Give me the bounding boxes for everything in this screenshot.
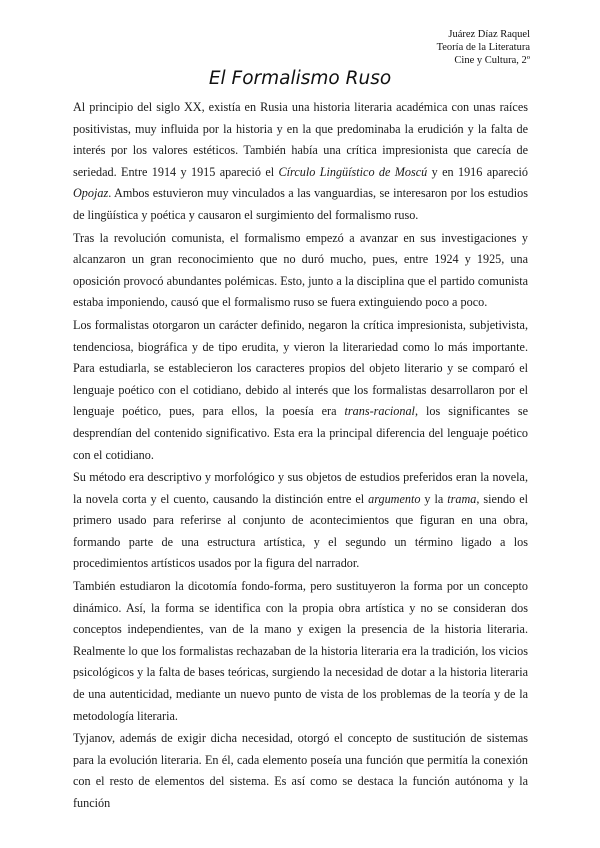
paragraph	[73, 97, 528, 227]
italic-term: trama	[447, 491, 477, 506]
document-title: El Formalismo Ruso	[208, 68, 392, 89]
text-run: y la	[420, 491, 448, 506]
program-name: Cine y Cultura, 2º	[454, 55, 530, 66]
paragraph	[73, 228, 528, 314]
text-run: Tyjanov, además de exigir dicha necesidad, otorgó el concepto de sustitución de sistemas para la evolución literaria. En él, cada elemento poseía una función que permitía la conexión con el resto de elementos del sistema. Es así como se destaca la función autónoma y la función	[73, 731, 528, 810]
text-run: Los formalistas otorgaron un carácter definido, negaron la crítica impresionista, subjetivista, tendenciosa, biográfica y de tipo erudita, y vieron la literariedad como lo más importante. Para estudiarla, se establecieron los caracteres propios del objeto literario y se comparó el lenguaje poético con el cotidiano, debido al interés que los formalistas desarrollaron por el lenguaje poético, pues, para ellos, la poesía era	[73, 317, 528, 419]
text-run: , los significantes se desprendían del contenido significativo. Esta era la principal diferencia del lenguaje poético con el cotidiano.	[73, 404, 528, 462]
italic-term: argumento	[368, 491, 421, 506]
author-name: Juárez Díaz Raquel	[448, 29, 530, 40]
text-run: , siendo el primero usado para referirse al conjunto de acontecimientos que figuran en una obra, formando parte de una estructura artística, y el segundo un término ligado a los procedimientos artísticos usados por la figura del narrador.	[73, 491, 528, 571]
italic-term: trans-racional	[344, 404, 415, 419]
paragraph	[73, 467, 528, 575]
text-run: También estudiaron la dicotomía fondo-forma, pero sustituyeron la forma por un concepto dinámico. Así, la forma se identifica con la propia obra artística y no se consideran dos conceptos independientes, van de la mano y exigen la presencia de la historia literaria. Realmente lo que los formalistas rechazaban de la historia literaria era la tradición, los vicios psicológicos y la falta de bases teóricas, surgiendo la necesidad de dotar a la historia literaria de una autenticidad, mediante un nuevo punto de vista de los problemas de la teoría y de la metodología literaria.	[73, 579, 528, 723]
text-run: Tras la revolución comunista, el formalismo empezó a avanzar en sus investigaciones y alcanzaron un gran reconocimiento que no duró mucho, pues, entre 1924 y 1925, una oposición provocó abundantes polémicas. Esto, junto a la disciplina que el partido comunista estaba imponiendo, causó que el formalismo ruso se fuera extinguiendo poco a poco.	[73, 230, 528, 310]
paragraph	[73, 576, 528, 727]
text-run: y en 1916 apareció	[427, 164, 528, 179]
text-run: Al principio del siglo XX, existía en Rusia una historia literaria académica con unas raíces positivistas, muy influida por la historia y en la que predominaba la erudición y la falta de interés por los valores estéticos. También había una crítica impresionista que carecía de seriedad. Entre 1914 y 1915 apareció el	[73, 100, 528, 179]
paragraph	[73, 728, 528, 814]
paragraph	[73, 315, 528, 466]
course-name: Teoría de la Literatura	[436, 42, 530, 53]
italic-term: Círculo Lingüístico de Moscú	[278, 164, 428, 179]
italic-term: Opojaz	[73, 186, 109, 201]
text-run: Su método era descriptivo y morfológico y sus objetos de estudios preferidos eran la novela, la novela corta y el cuento, causando la distinción entre el	[73, 470, 528, 506]
text-run: . Ambos estuvieron muy vinculados a las vanguardias, se interesaron por los estudios de lingüística y poética y causaron el surgimiento del formalismo ruso.	[73, 186, 528, 222]
document-body	[73, 97, 528, 816]
document-header	[437, 28, 530, 67]
